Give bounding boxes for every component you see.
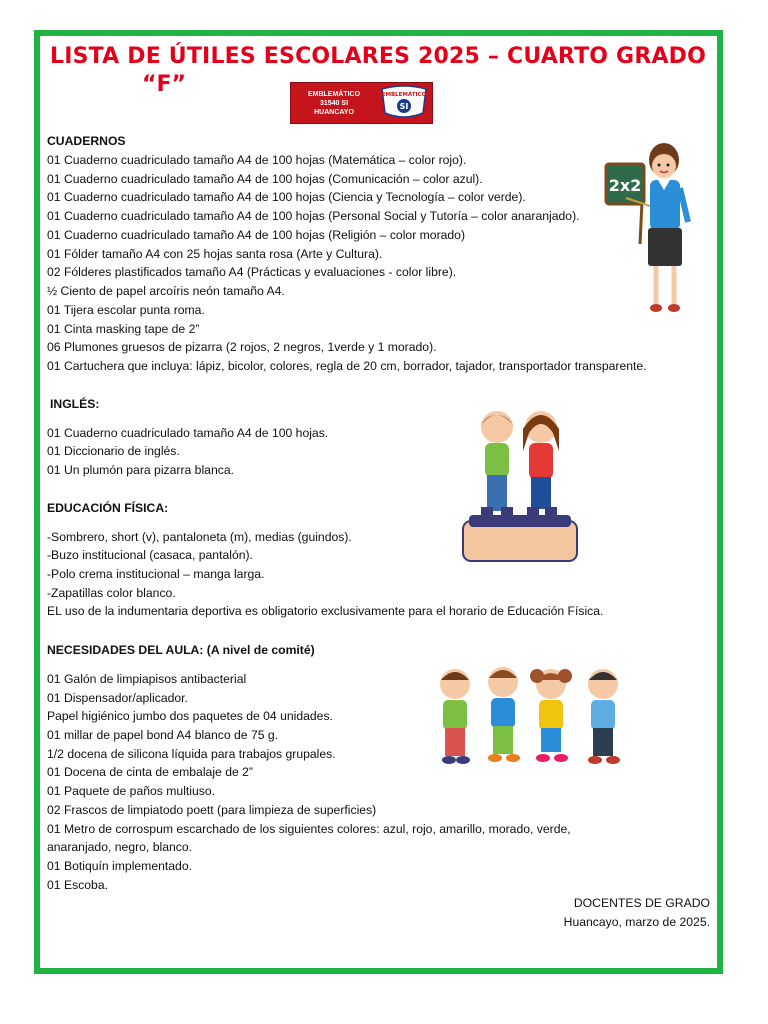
svg-text:SI: SI xyxy=(399,102,409,111)
list-item: 01 Docena de cinta de embalaje de 2” xyxy=(47,765,253,779)
list-item: 01 millar de papel bond A4 blanco de 75 g. xyxy=(47,728,279,742)
list-item: Papel higiénico jumbo dos paquetes de 04 unidades. xyxy=(47,709,333,723)
signature-line: DOCENTES DE GRADO xyxy=(573,896,710,910)
school-badge xyxy=(290,82,433,124)
list-item: -Zapatillas color blanco. xyxy=(47,586,176,600)
list-item: EL uso de la indumentaria deportiva es obligatorio exclusivamente para el horario de Educación Física. xyxy=(47,604,604,618)
list-item: 01 Tijera escolar punta roma. xyxy=(47,303,205,317)
list-item: 01 Dispensador/aplicador. xyxy=(47,691,188,705)
list-item: 06 Plumones gruesos de pizarra (2 rojos, 2 negros, 1verde y 1 morado). xyxy=(47,340,437,354)
list-item: 01 Escoba. xyxy=(47,878,108,892)
list-item: -Sombrero, short (v), pantaloneta (m), medias (guindos). xyxy=(47,530,352,544)
list-item: 02 Fólderes plastificados tamaño A4 (Prácticas y evaluaciones - color libre). xyxy=(47,265,457,279)
teacher-illustration xyxy=(604,136,694,316)
list-item: 02 Frascos de limpiatodo poett (para limpieza de superficies) xyxy=(47,803,377,817)
page-title-section: “F” xyxy=(142,72,186,97)
list-item: 01 Cuaderno cuadriculado tamaño A4 de 100 hojas (Religión – color morado) xyxy=(47,228,466,242)
kids-on-book-illustration xyxy=(455,403,585,563)
list-item: 01 Galón de limpiapisos antibacterial xyxy=(47,672,247,686)
section-heading-educacion-fisica: EDUCACIÓN FÍSICA: xyxy=(47,501,169,515)
badge-line-1: EMBLEMÁTICO xyxy=(307,90,361,98)
svg-text:2x2: 2x2 xyxy=(608,176,642,195)
list-item: 01 Fólder tamaño A4 con 25 hojas santa rosa (Arte y Cultura). xyxy=(47,247,383,261)
list-item: 01 Paquete de paños multiuso. xyxy=(47,784,216,798)
school-logo-icon xyxy=(379,85,429,121)
signature-date: Huancayo, marzo de 2025. xyxy=(563,915,710,929)
list-item: 01 Metro de corrospum escarchado de los siguientes colores: azul, rojo, amarillo, morado, verde, xyxy=(47,822,571,836)
list-item: 01 Botiquín implementado. xyxy=(47,859,192,873)
section-heading-necesidades: NECESIDADES DEL AULA: (A nivel de comité) xyxy=(47,643,315,657)
badge-line-2: 31540 SI xyxy=(319,99,349,107)
badge-text xyxy=(291,90,377,117)
list-item: anaranjado, negro, blanco. xyxy=(47,840,193,854)
list-item: 01 Cartuchera que incluya: lápiz, bicolor, colores, regla de 20 cm, borrador, tajador, transportador transparente. xyxy=(47,359,647,373)
badge-line-3: HUANCAYO xyxy=(314,108,354,116)
svg-text:EMBLEMÁTICO: EMBLEMÁTICO xyxy=(381,92,427,98)
group-of-kids-illustration xyxy=(433,664,638,768)
list-item: 1/2 docena de silicona líquida para trabajos grupales. xyxy=(47,747,336,761)
section-heading-cuadernos: CUADERNOS xyxy=(47,134,126,148)
list-item: 01 Un plumón para pizarra blanca. xyxy=(47,463,234,477)
list-item: ½ Ciento de papel arcoíris neón tamaño A4. xyxy=(47,284,285,298)
list-item: 01 Cuaderno cuadriculado tamaño A4 de 100 hojas. xyxy=(47,426,329,440)
list-item: 01 Diccionario de inglés. xyxy=(47,444,180,458)
section-heading-ingles: INGLÉS: xyxy=(50,397,100,411)
list-item: -Polo crema institucional – manga larga. xyxy=(47,567,265,581)
list-item: 01 Cuaderno cuadriculado tamaño A4 de 100 hojas (Matemática – color rojo). xyxy=(47,153,467,167)
list-item: 01 Cuaderno cuadriculado tamaño A4 de 100 hojas (Comunicación – color azul). xyxy=(47,172,483,186)
page-title: LISTA DE ÚTILES ESCOLARES 2025 – CUARTO GRADO xyxy=(50,44,707,69)
list-item: 01 Cuaderno cuadriculado tamaño A4 de 100 hojas (Personal Social y Tutoría – color anaranjado). xyxy=(47,209,580,223)
list-item: 01 Cuaderno cuadriculado tamaño A4 de 100 hojas (Ciencia y Tecnología – color verde). xyxy=(47,190,526,204)
list-item: 01 Cinta masking tape de 2” xyxy=(47,322,200,336)
list-item: -Buzo institucional (casaca, pantalón). xyxy=(47,548,253,562)
